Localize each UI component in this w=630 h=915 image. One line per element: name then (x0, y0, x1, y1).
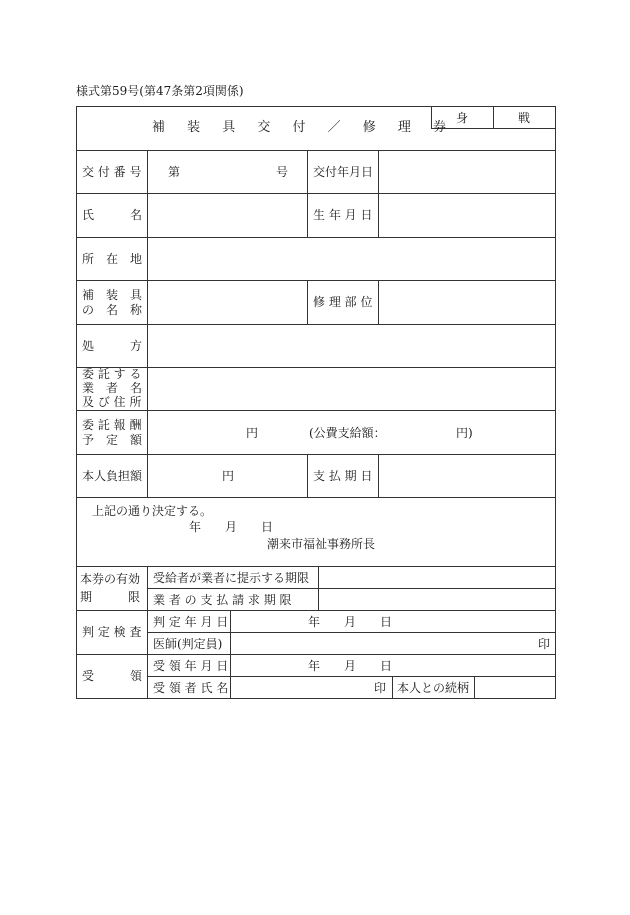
label-contractor-2: 業 者 名 (82, 381, 143, 395)
row-separator (76, 324, 556, 325)
label-repair-part: 修 理 部 位 (313, 295, 373, 309)
fee-yen: 円 (246, 426, 259, 440)
category-sen: 戦 (518, 111, 531, 125)
decision-office: 潮来市福祉事務所長 (267, 537, 376, 551)
receipt-date-value: 年 月 日 (308, 659, 393, 673)
label-address: 所 在 地 (82, 252, 143, 266)
label-fee-2: 予 定 額 (82, 433, 143, 447)
label-prescription-1: 処 (82, 339, 95, 353)
column-divider (392, 676, 393, 698)
column-divider (378, 280, 379, 324)
label-relation: 本人との続柄 (397, 681, 470, 695)
label-column-divider (147, 566, 148, 698)
form-title: 補 装 具 交 付 ／ 修 理 券 (152, 120, 456, 135)
row-separator (76, 454, 556, 455)
label-receiver-name: 受 領 者 氏 名 (153, 681, 229, 695)
inspection-date-value: 年 月 日 (308, 615, 393, 629)
column-divider (307, 150, 308, 237)
label-validity-1: 本券の有効 (80, 572, 141, 586)
table-border-bottom (76, 698, 556, 699)
issue-number-suffix: 号 (276, 165, 289, 179)
column-divider (378, 454, 379, 497)
validity-item-claim: 業 者 の 支 払 請 求 期 限 (153, 593, 292, 607)
row-separator (76, 280, 556, 281)
label-device-name-1: 補 装 具 (82, 288, 143, 302)
row-separator (147, 632, 555, 633)
label-issue-number: 交 付 番 号 (82, 165, 142, 179)
label-receipt: 受 領 (82, 669, 143, 683)
row-separator (76, 410, 556, 411)
validity-item-present: 受給者が業者に提示する期限 (153, 571, 310, 585)
self-pay-yen: 円 (222, 469, 235, 483)
category-box-divider (493, 106, 494, 128)
category-shin: 身 (456, 111, 469, 125)
table-border-top (76, 106, 556, 107)
decision-text: 上記の通り決定する。 (92, 504, 213, 518)
column-divider (474, 676, 475, 698)
column-divider (307, 280, 308, 324)
row-separator (76, 610, 556, 611)
label-fee-1: 委 託 報 酬 (82, 418, 142, 432)
label-inspection-date: 判 定 年 月 日 (153, 615, 229, 629)
doctor-seal: 印 (538, 637, 551, 651)
label-self-pay: 本人負担額 (82, 469, 143, 483)
label-receipt-date: 受 領 年 月 日 (153, 659, 229, 673)
label-inspection: 判 定 検 査 (82, 625, 142, 639)
label-issue-date: 交付年月日 (313, 165, 374, 179)
label-contractor-3: 及 び 住 所 (82, 395, 142, 409)
public-payment-label: (公費支給額： (309, 426, 386, 440)
row-separator (76, 237, 556, 238)
row-separator (147, 676, 555, 677)
label-payment-date: 支 払 期 日 (313, 469, 373, 483)
column-divider (230, 610, 231, 698)
issue-number-prefix: 第 (168, 165, 181, 179)
form-caption: 様式第59号(第47条第2項関係) (76, 84, 244, 98)
row-separator (147, 588, 555, 589)
row-separator (76, 193, 556, 194)
row-separator (76, 497, 556, 498)
receiver-seal: 印 (374, 681, 387, 695)
label-validity-2: 期 限 (80, 590, 141, 604)
column-divider (378, 150, 379, 237)
row-separator (76, 150, 556, 151)
column-divider (318, 566, 319, 610)
column-divider (307, 454, 308, 497)
label-column-divider (147, 150, 148, 497)
label-doctor: 医師(判定員) (153, 637, 223, 651)
row-separator (76, 654, 556, 655)
label-birthdate: 生 年 月 日 (313, 208, 373, 222)
label-contractor-1: 委 託 す る (82, 367, 142, 381)
public-payment-yen: 円) (456, 426, 473, 440)
row-separator (76, 566, 556, 567)
label-name-2: 名 (130, 208, 143, 222)
decision-date: 年 月 日 (189, 520, 274, 534)
label-device-name-2: の 名 称 (82, 303, 143, 317)
row-separator (76, 367, 556, 368)
label-name-1: 氏 (82, 208, 95, 222)
label-prescription-2: 方 (130, 339, 143, 353)
